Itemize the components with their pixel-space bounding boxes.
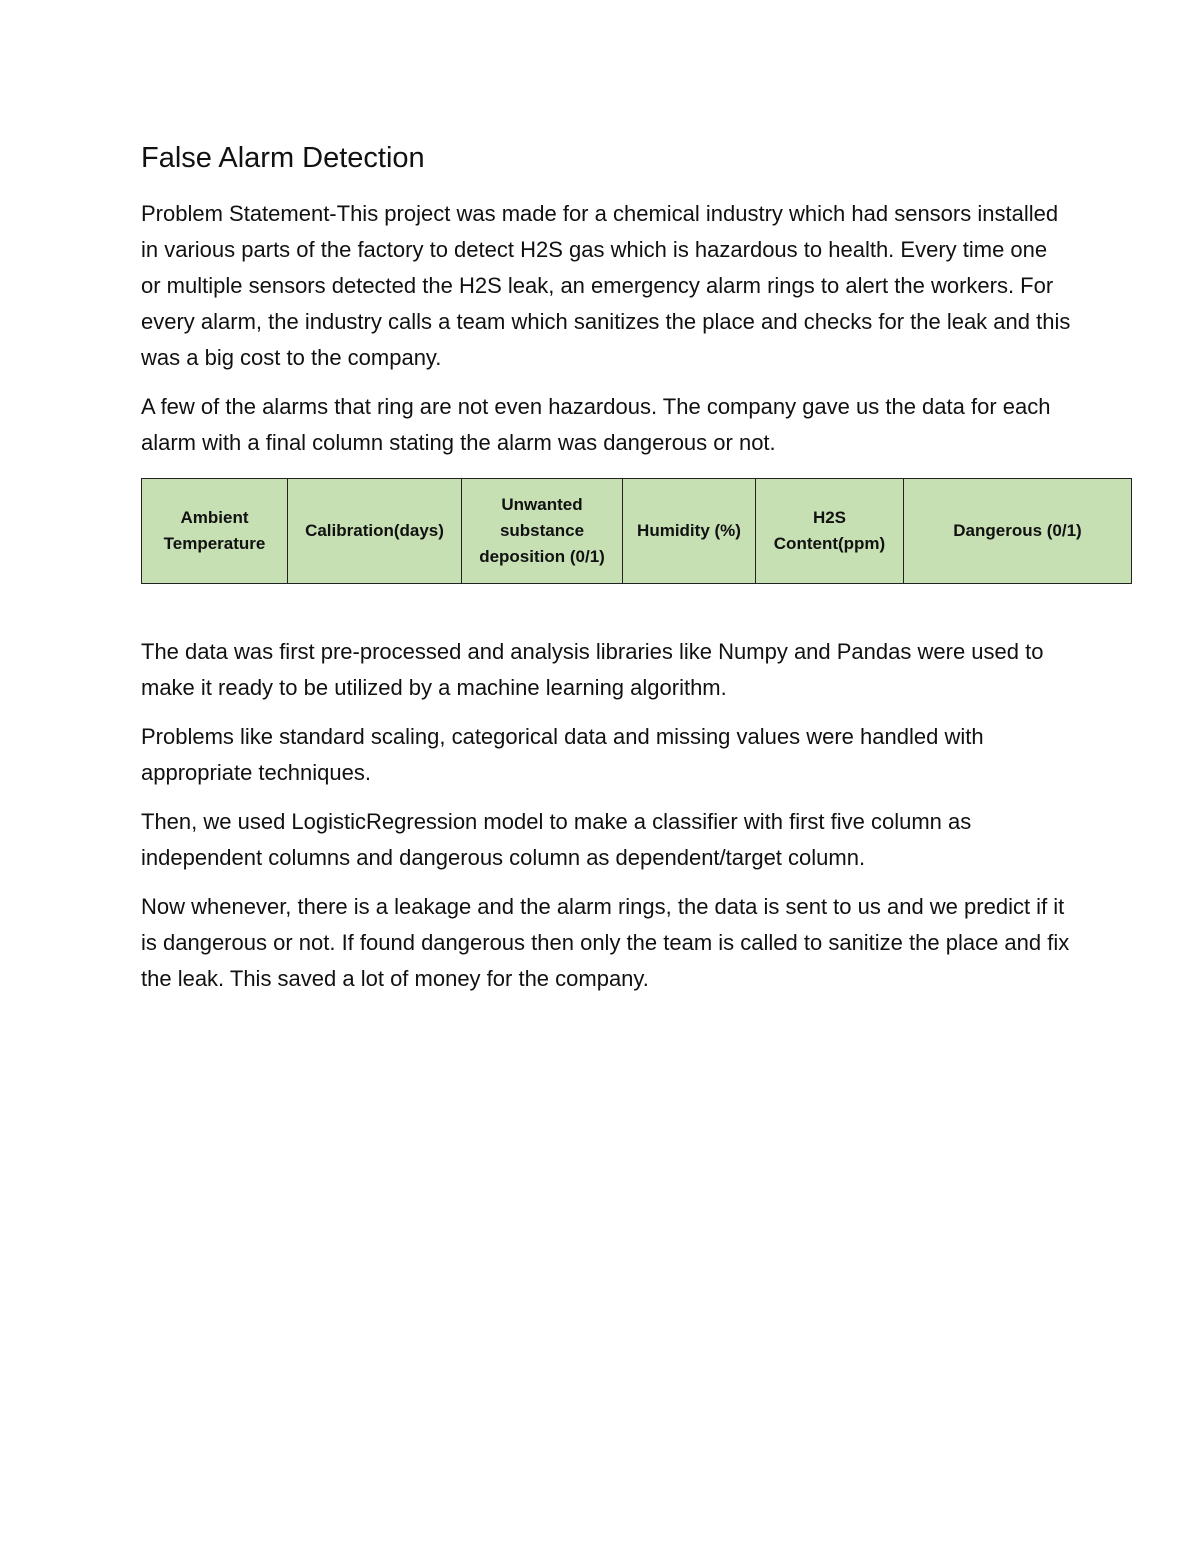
techniques-paragraph: Problems like standard scaling, categorical data and missing values were handled with appropriate techniques. bbox=[141, 724, 984, 786]
preprocessing-paragraph: The data was first pre-processed and analysis libraries like Numpy and Pandas were used to make it ready to be utilized by a machine learning algorithm. bbox=[141, 639, 1044, 701]
model-paragraph: Then, we used LogisticRegression model to make a classifier with first five column as independent columns and dangerous column as dependent/target column. bbox=[141, 809, 972, 871]
column-header-calibration: Calibration(days) bbox=[288, 479, 462, 584]
data-columns-table-wrapper bbox=[141, 478, 1131, 584]
column-header-dangerous: Dangerous (0/1) bbox=[904, 479, 1132, 584]
table-header-row bbox=[142, 479, 1132, 584]
problem-statement-paragraph: Problem Statement-This project was made for a chemical industry which had sensors installed in various parts of the factory to detect H2S gas which is hazardous to health. Every time one or multiple sensors detected the H2S leak, an emergency alarm rings to alert the workers. For every alarm, the industry calls a team which sanitizes the place and checks for the leak and this was a big cost to the company. bbox=[141, 201, 1071, 371]
column-header-unwanted-substance: Unwanted substance deposition (0/1) bbox=[462, 479, 623, 584]
outcome-paragraph: Now whenever, there is a leakage and the alarm rings, the data is sent to us and we predict if it is dangerous or not. If found dangerous then only the team is called to sanitize the place and fix the leak. This saved a lot of money for the company. bbox=[141, 894, 1070, 992]
data-columns-table bbox=[141, 478, 1132, 584]
data-description-paragraph: A few of the alarms that ring are not even hazardous. The company gave us the data for each alarm with a final column stating the alarm was dangerous or not. bbox=[141, 394, 1051, 456]
document-title: False Alarm Detection bbox=[141, 142, 425, 174]
column-header-humidity: Humidity (%) bbox=[623, 479, 756, 584]
column-header-ambient-temperature: Ambient Temperature bbox=[142, 479, 288, 584]
document-body bbox=[141, 140, 1131, 1010]
column-header-h2s-content: H2S Content(ppm) bbox=[756, 479, 904, 584]
